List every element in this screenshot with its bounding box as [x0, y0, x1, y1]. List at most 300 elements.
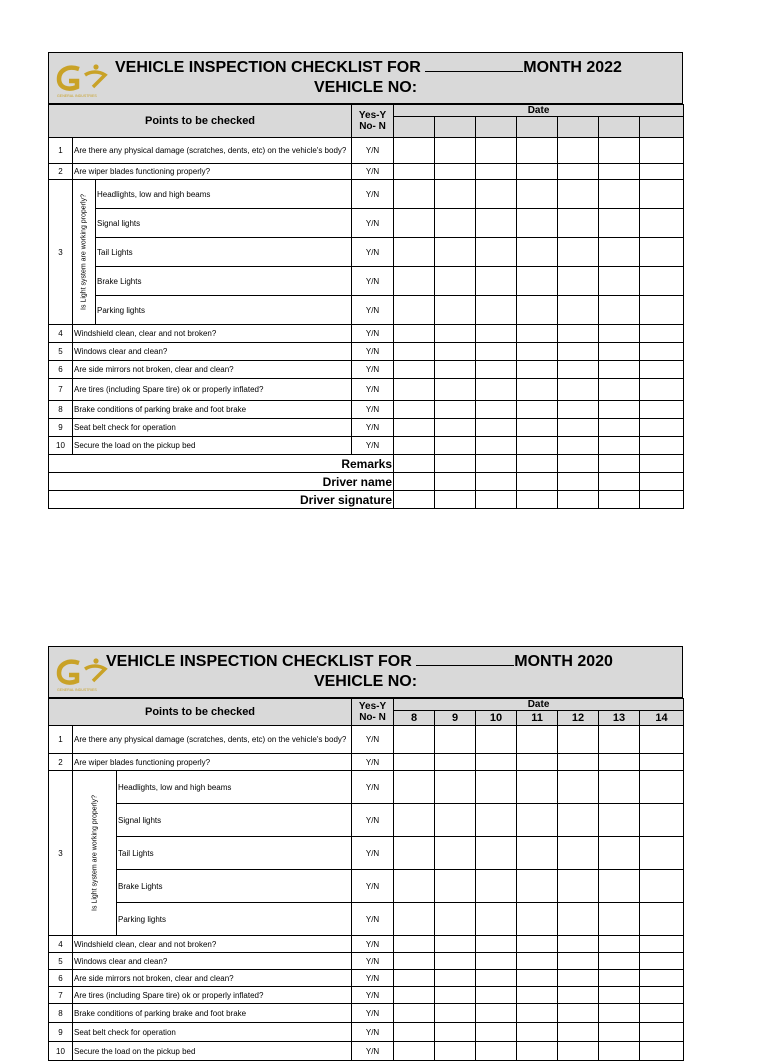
- date-check-cell[interactable]: [558, 473, 599, 491]
- date-check-cell[interactable]: [394, 870, 435, 903]
- date-check-cell[interactable]: [476, 343, 517, 361]
- date-check-cell[interactable]: [558, 180, 599, 209]
- date-check-cell[interactable]: [599, 343, 640, 361]
- date-check-cell[interactable]: [435, 401, 476, 419]
- date-check-cell[interactable]: [435, 754, 476, 771]
- date-check-cell[interactable]: [640, 903, 684, 936]
- checklist-table: [48, 698, 684, 1061]
- date-check-cell[interactable]: [558, 238, 599, 267]
- date-check-cell[interactable]: [476, 419, 517, 437]
- date-check-cell[interactable]: [558, 209, 599, 238]
- date-check-cell[interactable]: [517, 379, 558, 401]
- item-number: 5: [49, 953, 73, 970]
- checklist-row: [49, 870, 684, 903]
- date-check-cell[interactable]: [394, 1042, 435, 1061]
- date-check-cell[interactable]: [517, 804, 558, 837]
- date-check-cell[interactable]: [394, 987, 435, 1004]
- date-check-cell[interactable]: [435, 343, 476, 361]
- date-check-cell[interactable]: [599, 238, 640, 267]
- date-check-cell[interactable]: [517, 325, 558, 343]
- date-check-cell[interactable]: [599, 804, 640, 837]
- date-check-cell[interactable]: [476, 209, 517, 238]
- date-check-cell[interactable]: [599, 209, 640, 238]
- date-check-cell[interactable]: [435, 473, 476, 491]
- checklist-row: [49, 1004, 684, 1023]
- date-check-cell[interactable]: [476, 936, 517, 953]
- check-point-text: Windows clear and clean?: [73, 343, 352, 361]
- checklist-row: [49, 325, 684, 343]
- date-number: 14: [640, 711, 684, 726]
- date-check-cell[interactable]: [517, 296, 558, 325]
- date-check-cell[interactable]: [394, 296, 435, 325]
- date-number: [558, 117, 599, 138]
- date-check-cell[interactable]: [558, 870, 599, 903]
- date-check-cell[interactable]: [517, 903, 558, 936]
- date-check-cell[interactable]: [476, 953, 517, 970]
- date-check-cell[interactable]: [517, 401, 558, 419]
- date-check-cell[interactable]: [517, 726, 558, 754]
- footer-label: Driver signature: [49, 491, 394, 509]
- date-check-cell[interactable]: [558, 491, 599, 509]
- date-check-cell[interactable]: [640, 754, 684, 771]
- item-number: 2: [49, 754, 73, 771]
- date-check-cell[interactable]: [517, 209, 558, 238]
- date-check-cell[interactable]: [640, 804, 684, 837]
- date-check-cell[interactable]: [599, 970, 640, 987]
- sheet-header: [48, 646, 683, 698]
- date-check-cell[interactable]: [435, 726, 476, 754]
- date-check-cell[interactable]: [517, 491, 558, 509]
- date-check-cell[interactable]: [599, 491, 640, 509]
- date-check-cell[interactable]: [599, 987, 640, 1004]
- date-check-cell[interactable]: [476, 379, 517, 401]
- date-check-cell[interactable]: [558, 455, 599, 473]
- date-check-cell[interactable]: [640, 1004, 684, 1023]
- date-check-cell[interactable]: [558, 138, 599, 164]
- date-check-cell[interactable]: [394, 936, 435, 953]
- points-header: Points to be checked: [49, 699, 352, 726]
- date-check-cell[interactable]: [599, 473, 640, 491]
- date-check-cell[interactable]: [558, 726, 599, 754]
- checklist-table: [48, 104, 684, 509]
- date-check-cell[interactable]: [517, 437, 558, 455]
- date-check-cell[interactable]: [476, 437, 517, 455]
- date-check-cell[interactable]: [476, 837, 517, 870]
- date-check-cell[interactable]: [640, 970, 684, 987]
- date-check-cell[interactable]: [435, 164, 476, 180]
- date-check-cell[interactable]: [640, 837, 684, 870]
- yes-no-value: Y/N: [352, 987, 394, 1004]
- date-check-cell[interactable]: [640, 138, 684, 164]
- date-check-cell[interactable]: [640, 296, 684, 325]
- date-check-cell[interactable]: [394, 343, 435, 361]
- check-point-text: Brake Lights: [96, 267, 352, 296]
- date-check-cell[interactable]: [394, 238, 435, 267]
- date-check-cell[interactable]: [517, 1004, 558, 1023]
- date-check-cell[interactable]: [640, 726, 684, 754]
- date-check-cell[interactable]: [394, 138, 435, 164]
- date-check-cell[interactable]: [640, 325, 684, 343]
- date-check-cell[interactable]: [394, 970, 435, 987]
- yes-no-value: Y/N: [352, 343, 394, 361]
- yes-no-value: Y/N: [352, 325, 394, 343]
- yes-no-value: Y/N: [352, 837, 394, 870]
- date-check-cell[interactable]: [517, 361, 558, 379]
- date-check-cell[interactable]: [599, 953, 640, 970]
- date-check-cell[interactable]: [517, 180, 558, 209]
- date-number: [599, 117, 640, 138]
- date-check-cell[interactable]: [435, 209, 476, 238]
- date-check-cell[interactable]: [599, 903, 640, 936]
- date-check-cell[interactable]: [599, 437, 640, 455]
- item-number: 9: [49, 419, 73, 437]
- date-check-cell[interactable]: [476, 361, 517, 379]
- check-point-text: Headlights, low and high beams: [117, 771, 352, 804]
- date-check-cell[interactable]: [435, 238, 476, 267]
- date-check-cell[interactable]: [640, 1042, 684, 1061]
- checklist-row: [49, 754, 684, 771]
- date-check-cell[interactable]: [435, 1004, 476, 1023]
- date-check-cell[interactable]: [558, 1023, 599, 1042]
- date-check-cell[interactable]: [394, 455, 435, 473]
- yes-no-value: Y/N: [352, 754, 394, 771]
- date-check-cell[interactable]: [394, 361, 435, 379]
- date-check-cell[interactable]: [517, 987, 558, 1004]
- date-check-cell[interactable]: [517, 164, 558, 180]
- date-check-cell[interactable]: [435, 1042, 476, 1061]
- date-check-cell[interactable]: [394, 401, 435, 419]
- date-check-cell[interactable]: [558, 267, 599, 296]
- date-check-cell[interactable]: [435, 455, 476, 473]
- date-check-cell[interactable]: [558, 343, 599, 361]
- date-check-cell[interactable]: [476, 267, 517, 296]
- check-point-text: Seat belt check for operation: [73, 1023, 352, 1042]
- date-check-cell[interactable]: [640, 164, 684, 180]
- item-number: 6: [49, 361, 73, 379]
- date-check-cell[interactable]: [476, 325, 517, 343]
- date-check-cell[interactable]: [435, 419, 476, 437]
- date-check-cell[interactable]: [640, 455, 684, 473]
- date-check-cell[interactable]: [476, 1023, 517, 1042]
- date-check-cell[interactable]: [640, 953, 684, 970]
- checklist-row: [49, 726, 684, 754]
- date-check-cell[interactable]: [640, 771, 684, 804]
- date-check-cell[interactable]: [435, 267, 476, 296]
- yes-no-value: Y/N: [352, 970, 394, 987]
- date-check-cell[interactable]: [435, 325, 476, 343]
- date-check-cell[interactable]: [435, 180, 476, 209]
- date-check-cell[interactable]: [599, 726, 640, 754]
- date-check-cell[interactable]: [640, 343, 684, 361]
- checklist-row: [49, 267, 684, 296]
- date-check-cell[interactable]: [394, 267, 435, 296]
- date-check-cell[interactable]: [558, 361, 599, 379]
- date-check-cell[interactable]: [558, 970, 599, 987]
- checklist-row: [49, 379, 684, 401]
- date-check-cell[interactable]: [476, 296, 517, 325]
- date-check-cell[interactable]: [476, 1004, 517, 1023]
- date-check-cell[interactable]: [394, 837, 435, 870]
- date-check-cell[interactable]: [394, 754, 435, 771]
- svg-text:GENERAL INDUSTRIES: GENERAL INDUSTRIES: [57, 688, 97, 692]
- item-number: 5: [49, 343, 73, 361]
- date-check-cell[interactable]: [435, 361, 476, 379]
- date-check-cell[interactable]: [599, 296, 640, 325]
- vehicle-no-label: VEHICLE NO:: [313, 79, 418, 96]
- date-check-cell[interactable]: [476, 455, 517, 473]
- date-check-cell[interactable]: [640, 180, 684, 209]
- date-check-cell[interactable]: [558, 837, 599, 870]
- date-check-cell[interactable]: [558, 379, 599, 401]
- date-check-cell[interactable]: [476, 401, 517, 419]
- date-check-cell[interactable]: [558, 771, 599, 804]
- date-check-cell[interactable]: [476, 180, 517, 209]
- date-check-cell[interactable]: [558, 164, 599, 180]
- date-check-cell[interactable]: [476, 804, 517, 837]
- points-header: Points to be checked: [49, 105, 352, 138]
- date-check-cell[interactable]: [640, 379, 684, 401]
- date-check-cell[interactable]: [476, 138, 517, 164]
- date-header: Date: [394, 105, 684, 117]
- date-check-cell[interactable]: [476, 164, 517, 180]
- date-check-cell[interactable]: [558, 401, 599, 419]
- date-check-cell[interactable]: [517, 837, 558, 870]
- date-check-cell[interactable]: [558, 419, 599, 437]
- date-number: 11: [517, 711, 558, 726]
- yes-no-value: Y/N: [352, 1023, 394, 1042]
- date-check-cell[interactable]: [517, 138, 558, 164]
- date-check-cell[interactable]: [394, 1023, 435, 1042]
- date-check-cell[interactable]: [599, 138, 640, 164]
- date-check-cell[interactable]: [599, 837, 640, 870]
- date-check-cell[interactable]: [394, 953, 435, 970]
- item-number: 8: [49, 1004, 73, 1023]
- check-point-text: Are side mirrors not broken, clear and clean?: [73, 970, 352, 987]
- date-check-cell[interactable]: [394, 903, 435, 936]
- check-point-text: Brake Lights: [117, 870, 352, 903]
- item-number: 6: [49, 970, 73, 987]
- date-check-cell[interactable]: [435, 379, 476, 401]
- date-check-cell[interactable]: [517, 419, 558, 437]
- date-check-cell[interactable]: [435, 804, 476, 837]
- date-check-cell[interactable]: [517, 343, 558, 361]
- date-check-cell[interactable]: [435, 903, 476, 936]
- date-check-cell[interactable]: [640, 267, 684, 296]
- date-check-cell[interactable]: [599, 401, 640, 419]
- check-point-text: Are tires (including Spare tire) ok or properly inflated?: [73, 379, 352, 401]
- date-check-cell[interactable]: [517, 870, 558, 903]
- yes-no-value: Y/N: [352, 138, 394, 164]
- date-check-cell[interactable]: [640, 870, 684, 903]
- date-check-cell[interactable]: [599, 1023, 640, 1042]
- date-check-cell[interactable]: [558, 296, 599, 325]
- date-check-cell[interactable]: [599, 754, 640, 771]
- date-check-cell[interactable]: [476, 473, 517, 491]
- item-number: 1: [49, 726, 73, 754]
- yes-label: Yes-Y: [358, 701, 387, 712]
- yes-no-header: [352, 699, 394, 726]
- date-check-cell[interactable]: [640, 491, 684, 509]
- date-check-cell[interactable]: [640, 1023, 684, 1042]
- date-check-cell[interactable]: [517, 473, 558, 491]
- date-check-cell[interactable]: [599, 771, 640, 804]
- date-check-cell[interactable]: [599, 1042, 640, 1061]
- checklist-row: [49, 401, 684, 419]
- date-check-cell[interactable]: [640, 209, 684, 238]
- date-check-cell[interactable]: [599, 164, 640, 180]
- date-check-cell[interactable]: [640, 987, 684, 1004]
- check-point-text: Brake conditions of parking brake and foot brake: [73, 401, 352, 419]
- date-check-cell[interactable]: [394, 437, 435, 455]
- date-check-cell[interactable]: [599, 936, 640, 953]
- item-number: 9: [49, 1023, 73, 1042]
- date-check-cell[interactable]: [558, 1004, 599, 1023]
- item-number: 10: [49, 437, 73, 455]
- check-point-text: Windows clear and clean?: [73, 953, 352, 970]
- date-check-cell[interactable]: [435, 987, 476, 1004]
- item-number: 1: [49, 138, 73, 164]
- check-point-text: Are wiper blades functioning properly?: [73, 164, 352, 180]
- date-check-cell[interactable]: [599, 870, 640, 903]
- date-check-cell[interactable]: [435, 491, 476, 509]
- date-check-cell[interactable]: [394, 164, 435, 180]
- date-check-cell[interactable]: [517, 238, 558, 267]
- yes-no-value: Y/N: [352, 726, 394, 754]
- sheet-header: [48, 52, 683, 104]
- month-blank[interactable]: [416, 653, 514, 666]
- date-check-cell[interactable]: [599, 419, 640, 437]
- date-check-cell[interactable]: [517, 455, 558, 473]
- date-check-cell[interactable]: [517, 953, 558, 970]
- date-check-cell[interactable]: [558, 953, 599, 970]
- checklist-row: [49, 970, 684, 987]
- date-check-cell[interactable]: [517, 1042, 558, 1061]
- date-check-cell[interactable]: [476, 771, 517, 804]
- date-check-cell[interactable]: [435, 936, 476, 953]
- check-point-text: Secure the load on the pickup bed: [73, 1042, 352, 1061]
- date-check-cell[interactable]: [394, 771, 435, 804]
- date-check-cell[interactable]: [558, 437, 599, 455]
- checklist-row: [49, 138, 684, 164]
- yes-label: Yes-Y: [358, 110, 387, 121]
- date-check-cell[interactable]: [599, 1004, 640, 1023]
- date-check-cell[interactable]: [558, 936, 599, 953]
- date-number: 13: [599, 711, 640, 726]
- footer-label: Remarks: [49, 455, 394, 473]
- date-check-cell[interactable]: [599, 267, 640, 296]
- date-check-cell[interactable]: [599, 180, 640, 209]
- checklist-row: [49, 953, 684, 970]
- date-check-cell[interactable]: [435, 437, 476, 455]
- date-check-cell[interactable]: [640, 361, 684, 379]
- date-check-cell[interactable]: [517, 771, 558, 804]
- date-check-cell[interactable]: [558, 903, 599, 936]
- footer-row: [49, 491, 684, 509]
- date-check-cell[interactable]: [394, 491, 435, 509]
- date-check-cell[interactable]: [558, 754, 599, 771]
- date-check-cell[interactable]: [599, 455, 640, 473]
- date-check-cell[interactable]: [517, 936, 558, 953]
- date-check-cell[interactable]: [476, 1042, 517, 1061]
- date-check-cell[interactable]: [476, 491, 517, 509]
- date-number: [476, 117, 517, 138]
- yes-no-value: Y/N: [352, 437, 394, 455]
- date-check-cell[interactable]: [517, 754, 558, 771]
- date-check-cell[interactable]: [517, 1023, 558, 1042]
- check-point-text: Signal lights: [117, 804, 352, 837]
- check-point-text: Are there any physical damage (scratches, dents, etc) on the vehicle's body?: [73, 726, 352, 754]
- date-check-cell[interactable]: [640, 238, 684, 267]
- date-check-cell[interactable]: [599, 325, 640, 343]
- check-point-text: Are there any physical damage (scratches, dents, etc) on the vehicle's body?: [73, 138, 352, 164]
- date-check-cell[interactable]: [476, 726, 517, 754]
- date-header: Date: [394, 699, 684, 711]
- date-check-cell[interactable]: [640, 437, 684, 455]
- date-check-cell[interactable]: [476, 754, 517, 771]
- date-check-cell[interactable]: [435, 837, 476, 870]
- date-check-cell[interactable]: [558, 1042, 599, 1061]
- date-check-cell[interactable]: [640, 473, 684, 491]
- date-check-cell[interactable]: [558, 804, 599, 837]
- date-check-cell[interactable]: [517, 267, 558, 296]
- date-check-cell[interactable]: [435, 138, 476, 164]
- date-check-cell[interactable]: [394, 325, 435, 343]
- date-check-cell[interactable]: [476, 903, 517, 936]
- date-check-cell[interactable]: [476, 870, 517, 903]
- date-check-cell[interactable]: [394, 804, 435, 837]
- date-check-cell[interactable]: [394, 180, 435, 209]
- date-check-cell[interactable]: [640, 936, 684, 953]
- date-number: 9: [435, 711, 476, 726]
- date-check-cell[interactable]: [640, 419, 684, 437]
- date-check-cell[interactable]: [599, 379, 640, 401]
- checklist-row: [49, 437, 684, 455]
- item-number: 4: [49, 936, 73, 953]
- yes-no-value: Y/N: [352, 209, 394, 238]
- date-check-cell[interactable]: [558, 987, 599, 1004]
- month-blank[interactable]: [425, 59, 523, 72]
- date-check-cell[interactable]: [517, 970, 558, 987]
- date-check-cell[interactable]: [435, 296, 476, 325]
- check-point-text: Tail Lights: [117, 837, 352, 870]
- item-number: 3: [49, 180, 73, 325]
- date-check-cell[interactable]: [476, 970, 517, 987]
- check-point-text: Headlights, low and high beams: [96, 180, 352, 209]
- date-check-cell[interactable]: [476, 238, 517, 267]
- check-point-text: Seat belt check for operation: [73, 419, 352, 437]
- svg-text:GENERAL INDUSTRIES: GENERAL INDUSTRIES: [57, 94, 97, 98]
- date-check-cell[interactable]: [394, 209, 435, 238]
- date-check-cell[interactable]: [394, 473, 435, 491]
- date-check-cell[interactable]: [435, 870, 476, 903]
- date-check-cell[interactable]: [435, 771, 476, 804]
- date-check-cell[interactable]: [394, 1004, 435, 1023]
- date-check-cell[interactable]: [394, 726, 435, 754]
- date-check-cell[interactable]: [476, 987, 517, 1004]
- check-point-text: Are side mirrors not broken, clear and clean?: [73, 361, 352, 379]
- date-check-cell[interactable]: [435, 953, 476, 970]
- checklist-row: [49, 164, 684, 180]
- date-check-cell[interactable]: [394, 379, 435, 401]
- date-check-cell[interactable]: [435, 1023, 476, 1042]
- inspection-sheet-2022: [48, 52, 683, 509]
- date-check-cell[interactable]: [558, 325, 599, 343]
- date-check-cell[interactable]: [599, 361, 640, 379]
- date-check-cell[interactable]: [435, 970, 476, 987]
- date-check-cell[interactable]: [640, 401, 684, 419]
- checklist-row: [49, 1042, 684, 1061]
- date-check-cell[interactable]: [394, 419, 435, 437]
